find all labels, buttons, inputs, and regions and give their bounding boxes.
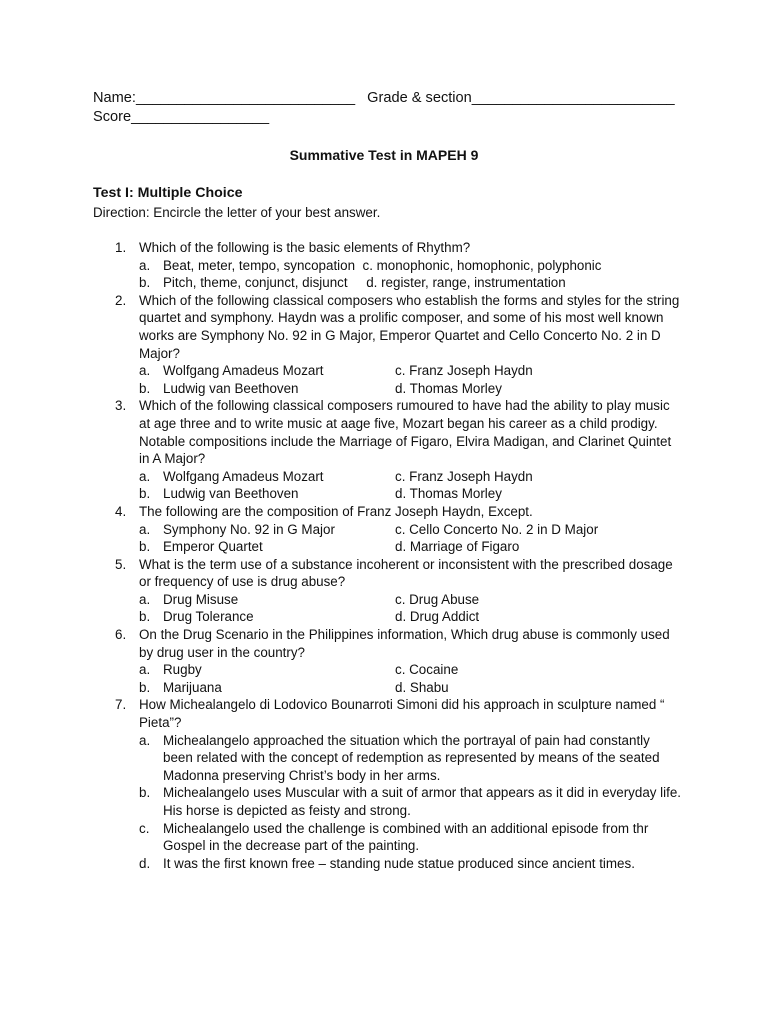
question-1 bbox=[93, 239, 683, 292]
option-text: Michealangelo used the challenge is combined with an additional episode from thr Gospel in the decrease part of the painting. bbox=[163, 820, 649, 854]
option-a[interactable] bbox=[139, 661, 395, 679]
question-number: 2. bbox=[115, 292, 127, 308]
option-letter: d. bbox=[139, 855, 151, 871]
option-b[interactable] bbox=[139, 538, 395, 556]
option-d[interactable]: d. Thomas Morley bbox=[395, 486, 502, 502]
grade-section-field[interactable]: Grade & section_________________________ bbox=[367, 90, 675, 106]
option-a[interactable] bbox=[139, 362, 395, 380]
option-letter: a. bbox=[139, 521, 151, 537]
question-list bbox=[93, 239, 683, 872]
question-6 bbox=[93, 626, 683, 696]
option-letter: b. bbox=[139, 275, 151, 291]
option-letter: b. bbox=[139, 380, 151, 396]
question-text: What is the term use of a substance incoherent or inconsistent with the prescribed dosage or frequency of use is drug abuse? bbox=[139, 556, 673, 590]
option-text: Marijuana bbox=[163, 679, 222, 695]
option-text: Ludwig van Beethoven bbox=[163, 380, 299, 396]
option-text: Ludwig van Beethoven bbox=[163, 486, 299, 502]
option-text: Drug Tolerance bbox=[163, 609, 254, 625]
option-letter: a. bbox=[139, 363, 151, 379]
page-title: Summative Test in MAPEH 9 bbox=[289, 147, 479, 163]
answer-options bbox=[139, 591, 683, 626]
score-field[interactable]: Score_________________ bbox=[93, 109, 270, 125]
option-c[interactable]: c. Cocaine bbox=[395, 662, 459, 678]
option-c[interactable]: c. Drug Abuse bbox=[395, 591, 480, 607]
question-2 bbox=[93, 292, 683, 398]
option-c[interactable]: c. monophonic, homophonic, polyphonic bbox=[362, 257, 602, 273]
option-letter: b. bbox=[139, 679, 151, 695]
question-text: The following are the composition of Franz Joseph Haydn, Except. bbox=[139, 503, 533, 519]
question-5 bbox=[93, 556, 683, 626]
option-b[interactable] bbox=[139, 274, 683, 292]
option-text: Wolfgang Amadeus Mozart bbox=[163, 468, 324, 484]
answer-options bbox=[139, 661, 683, 696]
test-heading: Test I: Multiple Choice bbox=[93, 185, 243, 201]
option-letter: b. bbox=[139, 539, 151, 555]
option-b[interactable] bbox=[139, 679, 395, 697]
option-letter: b. bbox=[139, 785, 151, 801]
question-3 bbox=[93, 397, 683, 503]
option-letter: a. bbox=[139, 591, 151, 607]
option-a[interactable] bbox=[139, 521, 395, 539]
option-a[interactable] bbox=[139, 732, 683, 785]
answer-options bbox=[139, 257, 683, 292]
option-b[interactable] bbox=[139, 608, 395, 626]
question-text: How Michealangelo di Lodovico Bounarroti Simoni did his approach in sculpture named “ Pieta”? bbox=[139, 697, 665, 731]
option-c[interactable] bbox=[139, 820, 683, 855]
question-text: Which of the following classical composers who establish the forms and styles for the string quartet and symphony. Haydn was a prolific composer, and some of his most well known works are Symphony No. 92 in G Major, Emperor Quartet and Cello Concerto No. 2 in D Major? bbox=[139, 292, 680, 361]
option-text: Beat, meter, tempo, syncopation bbox=[163, 257, 356, 273]
option-text: Michealangelo approached the situation which the portrayal of pain had constantly been related with the concept of redemption as represented by means of the seated Madonna preserving Christ’s body in her arms. bbox=[163, 732, 660, 783]
option-text: Symphony No. 92 in G Major bbox=[163, 521, 335, 537]
question-text: Which of the following classical composers rumoured to have had the ability to play music at age three and to write music at aage five, Mozart began his career as a child prodigy. Notable compositions include the Marriage of Figaro, Elvira Madigan, and Clarinet Quintet in A Major? bbox=[139, 398, 672, 467]
answer-options bbox=[139, 521, 683, 556]
question-number: 5. bbox=[115, 556, 127, 572]
option-d[interactable] bbox=[139, 855, 683, 873]
test-direction: Direction: Encircle the letter of your best answer. bbox=[93, 205, 381, 220]
option-text: Rugby bbox=[163, 662, 202, 678]
option-d[interactable]: d. register, range, instrumentation bbox=[366, 275, 566, 291]
question-text: Which of the following is the basic elements of Rhythm? bbox=[139, 240, 471, 255]
option-text: Emperor Quartet bbox=[163, 539, 263, 555]
option-b[interactable] bbox=[139, 485, 395, 503]
answer-options bbox=[139, 362, 683, 397]
option-a[interactable] bbox=[139, 591, 395, 609]
question-number: 3. bbox=[115, 398, 127, 414]
option-letter: b. bbox=[139, 609, 151, 625]
name-grade-row bbox=[93, 89, 675, 108]
option-letter: a. bbox=[139, 468, 151, 484]
option-letter: a. bbox=[139, 662, 151, 678]
option-text: Pitch, theme, conjunct, disjunct bbox=[163, 275, 348, 291]
question-4 bbox=[93, 503, 683, 556]
option-a[interactable] bbox=[139, 468, 395, 486]
option-letter: b. bbox=[139, 486, 151, 502]
question-number: 6. bbox=[115, 627, 127, 643]
option-text: Drug Misuse bbox=[163, 591, 239, 607]
answer-options bbox=[139, 732, 683, 873]
option-b[interactable] bbox=[139, 784, 683, 819]
question-text: On the Drug Scenario in the Philippines information, Which drug abuse is commonly used by drug user in the country? bbox=[139, 627, 670, 660]
option-d[interactable]: d. Thomas Morley bbox=[395, 380, 502, 396]
question-number: 4. bbox=[115, 503, 127, 519]
option-c[interactable]: c. Cello Concerto No. 2 in D Major bbox=[395, 521, 599, 537]
option-d[interactable]: d. Marriage of Figaro bbox=[395, 539, 520, 555]
question-number: 7. bbox=[115, 697, 127, 713]
option-letter: c. bbox=[139, 820, 150, 836]
option-text: Wolfgang Amadeus Mozart bbox=[163, 363, 324, 379]
option-d[interactable]: d. Shabu bbox=[395, 679, 449, 695]
option-d[interactable]: d. Drug Addict bbox=[395, 609, 480, 625]
option-letter: a. bbox=[139, 732, 151, 748]
question-number: 1. bbox=[115, 240, 127, 255]
question-7 bbox=[93, 696, 683, 872]
score-row bbox=[93, 108, 675, 127]
option-letter: a. bbox=[139, 257, 151, 273]
name-field[interactable]: Name:___________________________ bbox=[93, 90, 356, 106]
option-a[interactable] bbox=[139, 257, 683, 275]
answer-options bbox=[139, 468, 683, 503]
option-c[interactable]: c. Franz Joseph Haydn bbox=[395, 468, 533, 484]
option-text: Michealangelo uses Muscular with a suit of armor that appears as it did in everyday life. His horse is depicted as feisty and strong. bbox=[163, 785, 682, 818]
option-text: It was the first known free – standing nude statue produced since ancient times. bbox=[163, 855, 635, 871]
student-info-header bbox=[93, 89, 675, 127]
option-c[interactable]: c. Franz Joseph Haydn bbox=[395, 363, 533, 379]
option-b[interactable] bbox=[139, 380, 395, 398]
